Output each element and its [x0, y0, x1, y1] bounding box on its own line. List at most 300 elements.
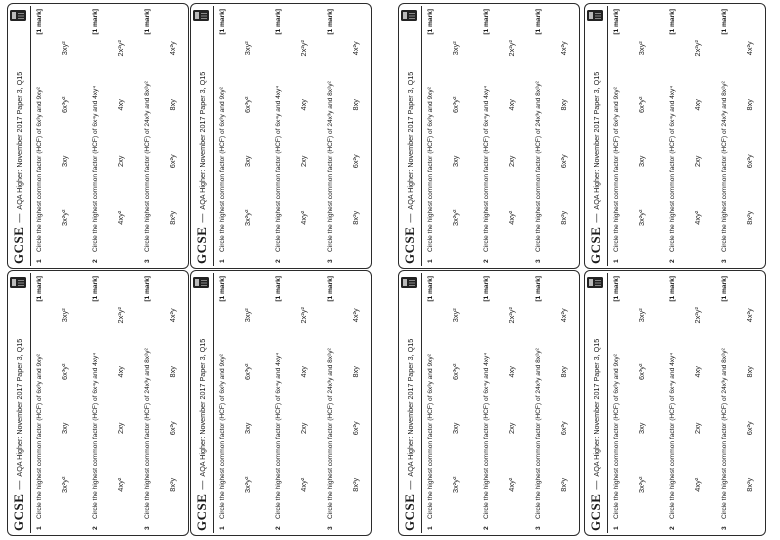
- calculator-icon: [193, 10, 209, 21]
- question-text: Circle the highest common factor (HCF) of 24x³y and 8x²y²: [535, 348, 542, 519]
- question-3: [535, 4, 573, 268]
- answer-option[interactable]: 3x²y²: [451, 209, 460, 226]
- answer-option[interactable]: 4x²y: [351, 308, 360, 323]
- question-number: 1: [427, 259, 434, 263]
- answer-option[interactable]: 2xy: [507, 155, 516, 168]
- calculator-icon: [10, 277, 26, 288]
- question-line: [219, 271, 231, 535]
- answer-option[interactable]: 3x²y²: [637, 476, 646, 493]
- card-header: [191, 4, 213, 268]
- answer-option[interactable]: 3xy²: [60, 41, 69, 56]
- question-mark: [1 mark]: [219, 276, 226, 302]
- answer-option[interactable]: 6x³y²: [451, 363, 460, 380]
- answer-option[interactable]: 3xy: [637, 155, 646, 168]
- question-card: [190, 3, 372, 269]
- answer-option[interactable]: 8x²y: [559, 210, 568, 225]
- card-header: [8, 271, 30, 535]
- question-mark: [1 mark]: [275, 276, 282, 302]
- gcse-logo: GCSE: [402, 226, 417, 264]
- question-text: Circle the highest common factor (HCF) of 6x³y and 9xy²: [427, 87, 434, 252]
- question-number: 3: [721, 259, 728, 263]
- header-divider: [213, 273, 214, 533]
- answer-option[interactable]: 3xy²: [451, 41, 460, 56]
- answer-option[interactable]: 4x²y: [559, 308, 568, 323]
- card-header: [8, 4, 30, 268]
- answer-option[interactable]: 3x²y²: [451, 476, 460, 493]
- question-mark: [1 mark]: [535, 276, 542, 302]
- answer-options: [745, 271, 759, 535]
- exam-source: AQA Higher: November 2017 Paper 3, Q15: [197, 338, 207, 477]
- answer-option[interactable]: 8xy: [559, 366, 568, 378]
- calculator-icon: [587, 10, 603, 21]
- question-3: [327, 4, 365, 268]
- answer-option[interactable]: 4xy: [507, 99, 516, 111]
- question-card: [7, 270, 189, 536]
- question-number: 3: [144, 526, 151, 530]
- answer-option[interactable]: 2x²y²: [299, 40, 308, 57]
- answer-option[interactable]: 8x²y: [351, 477, 360, 492]
- answer-option[interactable]: 2xy: [299, 155, 308, 168]
- answer-option[interactable]: 6x³y²: [243, 96, 252, 113]
- answer-option[interactable]: 3xy²: [637, 308, 646, 323]
- question-text: Circle the highest common factor (HCF) of 24x³y and 8x²y²: [327, 81, 334, 252]
- header-dash: —: [591, 213, 601, 223]
- answer-option[interactable]: 8xy: [351, 99, 360, 111]
- header-divider: [30, 6, 31, 266]
- answer-options: [116, 271, 130, 535]
- question-number: 1: [613, 259, 620, 263]
- answer-option[interactable]: 8x²y: [745, 477, 754, 492]
- question-card: [398, 270, 580, 536]
- question-mark: [1 mark]: [144, 276, 151, 302]
- question-3: [535, 271, 573, 535]
- answer-option[interactable]: 3xy: [243, 422, 252, 435]
- answer-option[interactable]: 4xy²: [299, 477, 308, 492]
- answer-option[interactable]: 3x²y²: [60, 209, 69, 226]
- answer-option[interactable]: 6x²y: [168, 421, 177, 436]
- header-divider: [213, 6, 214, 266]
- answer-option[interactable]: 4x²y: [168, 41, 177, 56]
- question-number: 1: [219, 259, 226, 263]
- question-card: [190, 270, 372, 536]
- answer-option[interactable]: 3xy: [451, 155, 460, 168]
- answer-option[interactable]: 8xy: [168, 366, 177, 378]
- question-line: [144, 4, 156, 268]
- answer-option[interactable]: 4x²y: [168, 308, 177, 323]
- question-2: [92, 4, 130, 268]
- answer-option[interactable]: 6x³y²: [451, 96, 460, 113]
- question-number: 1: [36, 526, 43, 530]
- question-3: [327, 271, 365, 535]
- question-2: [275, 271, 313, 535]
- answer-option[interactable]: 2x²y²: [507, 40, 516, 57]
- answer-options: [637, 271, 651, 535]
- exam-source: AQA Higher: November 2017 Paper 3, Q15: [591, 338, 601, 477]
- exam-source: AQA Higher: November 2017 Paper 3, Q15: [14, 338, 24, 477]
- question-number: 2: [483, 259, 490, 263]
- question-1: [427, 271, 465, 535]
- answer-option[interactable]: 4xy²: [116, 210, 125, 225]
- answer-option[interactable]: 4xy: [299, 99, 308, 111]
- card-content: [191, 4, 371, 268]
- question-number: 3: [721, 526, 728, 530]
- question-card: [584, 270, 766, 536]
- header-divider: [421, 6, 422, 266]
- question-line: [275, 271, 287, 535]
- question-mark: [1 mark]: [92, 9, 99, 35]
- question-text: Circle the highest common factor (HCF) of 6x³y and 9xy²: [36, 354, 43, 519]
- answer-options: [745, 4, 759, 268]
- question-text: Circle the highest common factor (HCF) of 24x³y and 8x²y²: [535, 81, 542, 252]
- answer-option[interactable]: 2x²y²: [116, 307, 125, 324]
- answer-option[interactable]: 4xy: [693, 99, 702, 111]
- answer-options: [559, 271, 573, 535]
- question-text: Circle the highest common factor (HCF) of 6x⁴y and 4xy⁴: [275, 85, 282, 252]
- answer-options: [559, 4, 573, 268]
- question-mark: [1 mark]: [721, 276, 728, 302]
- question-line: [535, 4, 547, 268]
- card-content: [8, 4, 188, 268]
- question-3: [721, 4, 759, 268]
- answer-options: [243, 271, 257, 535]
- answer-option[interactable]: 8x²y: [168, 210, 177, 225]
- question-line: [669, 4, 681, 268]
- answer-option[interactable]: 6x²y: [559, 154, 568, 169]
- question-2: [669, 4, 707, 268]
- question-2: [669, 271, 707, 535]
- question-text: Circle the highest common factor (HCF) of 6x³y and 9xy²: [613, 87, 620, 252]
- calculator-icon: [587, 277, 603, 288]
- card-content: [585, 4, 765, 268]
- answer-option[interactable]: 2xy: [116, 422, 125, 435]
- question-number: 1: [427, 526, 434, 530]
- answer-option[interactable]: 2xy: [693, 422, 702, 435]
- header-dash: —: [405, 480, 415, 490]
- answer-option[interactable]: 4xy: [299, 366, 308, 378]
- question-text: Circle the highest common factor (HCF) of 6x⁴y and 4xy⁴: [669, 352, 676, 519]
- answer-option[interactable]: 2x²y²: [693, 307, 702, 324]
- calculator-icon: [193, 277, 209, 288]
- question-line: [613, 4, 625, 268]
- question-number: 3: [327, 526, 334, 530]
- answer-options: [637, 4, 651, 268]
- question-number: 2: [669, 259, 676, 263]
- answer-option[interactable]: 2xy: [116, 155, 125, 168]
- question-number: 2: [275, 259, 282, 263]
- answer-option[interactable]: 3xy: [637, 422, 646, 435]
- answer-options: [299, 4, 313, 268]
- answer-options: [60, 4, 74, 268]
- gcse-logo: GCSE: [11, 226, 26, 264]
- answer-option[interactable]: 8xy: [168, 99, 177, 111]
- question-line: [535, 271, 547, 535]
- question-text: Circle the highest common factor (HCF) of 6x⁴y and 4xy⁴: [669, 85, 676, 252]
- answer-options: [60, 271, 74, 535]
- gcse-logo: GCSE: [588, 226, 603, 264]
- answer-options: [243, 4, 257, 268]
- header-dash: —: [197, 213, 207, 223]
- answer-options: [168, 4, 182, 268]
- header-dash: —: [405, 213, 415, 223]
- question-mark: [1 mark]: [483, 276, 490, 302]
- question-line: [669, 271, 681, 535]
- question-number: 2: [275, 526, 282, 530]
- answer-option[interactable]: 4x²y: [745, 308, 754, 323]
- question-text: Circle the highest common factor (HCF) of 6x³y and 9xy²: [36, 87, 43, 252]
- question-text: Circle the highest common factor (HCF) of 24x³y and 8x²y²: [721, 348, 728, 519]
- question-1: [219, 4, 257, 268]
- question-text: Circle the highest common factor (HCF) of 6x⁴y and 4xy⁴: [483, 352, 490, 519]
- answer-option[interactable]: 6x²y: [351, 154, 360, 169]
- answer-option[interactable]: 4xy²: [507, 477, 516, 492]
- answer-options: [351, 271, 365, 535]
- question-1: [613, 4, 651, 268]
- question-line: [483, 4, 495, 268]
- card-content: [8, 271, 188, 535]
- question-2: [483, 4, 521, 268]
- calculator-icon: [401, 10, 417, 21]
- answer-option[interactable]: 3x²y²: [60, 476, 69, 493]
- answer-option[interactable]: 3x²y²: [637, 209, 646, 226]
- answer-option[interactable]: 8x²y: [745, 210, 754, 225]
- answer-option[interactable]: 3x²y²: [243, 209, 252, 226]
- answer-option[interactable]: 8x²y: [351, 210, 360, 225]
- question-line: [483, 271, 495, 535]
- answer-option[interactable]: 3xy: [60, 422, 69, 435]
- answer-option[interactable]: 6x²y: [351, 421, 360, 436]
- answer-option[interactable]: 6x³y²: [60, 96, 69, 113]
- answer-option[interactable]: 6x³y²: [637, 96, 646, 113]
- answer-option[interactable]: 4xy²: [507, 210, 516, 225]
- worksheet-page-right: [390, 0, 780, 540]
- question-2: [275, 4, 313, 268]
- question-number: 1: [219, 526, 226, 530]
- answer-option[interactable]: 3xy: [243, 155, 252, 168]
- answer-options: [507, 4, 521, 268]
- header-divider: [607, 6, 608, 266]
- answer-option[interactable]: 4x²y: [745, 41, 754, 56]
- question-line: [144, 271, 156, 535]
- question-card: [7, 3, 189, 269]
- question-mark: [1 mark]: [36, 276, 43, 302]
- question-1: [427, 4, 465, 268]
- answer-options: [351, 4, 365, 268]
- question-line: [721, 271, 733, 535]
- question-text: Circle the highest common factor (HCF) of 6x⁴y and 4xy⁴: [92, 85, 99, 252]
- answer-option[interactable]: 4xy: [116, 366, 125, 378]
- question-number: 1: [613, 526, 620, 530]
- question-number: 3: [144, 259, 151, 263]
- exam-source: AQA Higher: November 2017 Paper 3, Q15: [405, 338, 415, 477]
- answer-option[interactable]: 8x²y: [559, 477, 568, 492]
- answer-option[interactable]: 2xy: [299, 422, 308, 435]
- answer-option[interactable]: 3xy: [60, 155, 69, 168]
- question-text: Circle the highest common factor (HCF) of 6x⁴y and 4xy⁴: [483, 85, 490, 252]
- question-line: [219, 4, 231, 268]
- question-mark: [1 mark]: [327, 9, 334, 35]
- question-1: [36, 4, 74, 268]
- answer-option[interactable]: 2xy: [507, 422, 516, 435]
- card-content: [191, 271, 371, 535]
- question-mark: [1 mark]: [483, 9, 490, 35]
- question-mark: [1 mark]: [613, 9, 620, 35]
- answer-options: [451, 271, 465, 535]
- question-mark: [1 mark]: [327, 276, 334, 302]
- exam-source: AQA Higher: November 2017 Paper 3, Q15: [197, 71, 207, 210]
- answer-option[interactable]: 6x²y: [168, 154, 177, 169]
- question-2: [483, 271, 521, 535]
- answer-option[interactable]: 4xy: [507, 366, 516, 378]
- question-number: 2: [92, 526, 99, 530]
- answer-option[interactable]: 6x²y: [559, 421, 568, 436]
- answer-option[interactable]: 2x²y²: [507, 307, 516, 324]
- gcse-logo: GCSE: [194, 493, 209, 531]
- question-text: Circle the highest common factor (HCF) of 6x⁴y and 4xy⁴: [275, 352, 282, 519]
- exam-source: AQA Higher: November 2017 Paper 3, Q15: [405, 71, 415, 210]
- answer-option[interactable]: 3xy²: [243, 308, 252, 323]
- answer-option[interactable]: 8xy: [351, 366, 360, 378]
- exam-source: AQA Higher: November 2017 Paper 3, Q15: [591, 71, 601, 210]
- answer-option[interactable]: 2x²y²: [693, 40, 702, 57]
- question-card: [398, 3, 580, 269]
- gcse-logo: GCSE: [588, 493, 603, 531]
- card-header: [399, 4, 421, 268]
- question-line: [275, 4, 287, 268]
- answer-option[interactable]: 4xy: [116, 99, 125, 111]
- question-2: [92, 271, 130, 535]
- answer-option[interactable]: 4xy: [693, 366, 702, 378]
- answer-option[interactable]: 2x²y²: [116, 40, 125, 57]
- question-text: Circle the highest common factor (HCF) of 24x³y and 8x²y²: [721, 81, 728, 252]
- answer-option[interactable]: 3xy²: [451, 308, 460, 323]
- question-number: 3: [535, 526, 542, 530]
- question-1: [219, 271, 257, 535]
- answer-option[interactable]: 6x³y²: [60, 363, 69, 380]
- card-header: [191, 271, 213, 535]
- gcse-logo: GCSE: [194, 226, 209, 264]
- question-mark: [1 mark]: [669, 276, 676, 302]
- answer-option[interactable]: 4xy²: [299, 210, 308, 225]
- question-line: [427, 4, 439, 268]
- question-1: [36, 271, 74, 535]
- answer-option[interactable]: 2xy: [693, 155, 702, 168]
- answer-option[interactable]: 8xy: [745, 99, 754, 111]
- calculator-icon: [10, 10, 26, 21]
- question-line: [427, 271, 439, 535]
- answer-option[interactable]: 3xy: [451, 422, 460, 435]
- question-text: Circle the highest common factor (HCF) of 6x³y and 9xy²: [613, 354, 620, 519]
- header-dash: —: [14, 480, 24, 490]
- question-mark: [1 mark]: [36, 9, 43, 35]
- question-line: [327, 271, 339, 535]
- answer-option[interactable]: 3xy²: [243, 41, 252, 56]
- question-number: 3: [327, 259, 334, 263]
- question-number: 3: [535, 259, 542, 263]
- question-text: Circle the highest common factor (HCF) of 24x³y and 8x²y²: [144, 81, 151, 252]
- answer-options: [693, 4, 707, 268]
- gcse-logo: GCSE: [402, 493, 417, 531]
- answer-options: [299, 271, 313, 535]
- card-header: [399, 271, 421, 535]
- answer-options: [693, 271, 707, 535]
- question-mark: [1 mark]: [427, 276, 434, 302]
- question-number: 2: [669, 526, 676, 530]
- question-number: 1: [36, 259, 43, 263]
- answer-options: [507, 271, 521, 535]
- question-line: [721, 4, 733, 268]
- question-mark: [1 mark]: [669, 9, 676, 35]
- gcse-logo: GCSE: [11, 493, 26, 531]
- answer-options: [451, 4, 465, 268]
- card-header: [585, 271, 607, 535]
- header-dash: —: [591, 480, 601, 490]
- question-3: [721, 271, 759, 535]
- answer-option[interactable]: 4xy²: [116, 477, 125, 492]
- question-line: [36, 4, 48, 268]
- question-text: Circle the highest common factor (HCF) of 6x⁴y and 4xy⁴: [92, 352, 99, 519]
- card-content: [399, 4, 579, 268]
- card-header: [585, 4, 607, 268]
- answer-option[interactable]: 8xy: [745, 366, 754, 378]
- card-content: [585, 271, 765, 535]
- answer-option[interactable]: 4x²y: [559, 41, 568, 56]
- question-line: [613, 271, 625, 535]
- header-dash: —: [14, 213, 24, 223]
- question-mark: [1 mark]: [275, 9, 282, 35]
- question-mark: [1 mark]: [535, 9, 542, 35]
- question-text: Circle the highest common factor (HCF) of 6x³y and 9xy²: [219, 354, 226, 519]
- question-text: Circle the highest common factor (HCF) of 24x³y and 8x²y²: [144, 348, 151, 519]
- answer-option[interactable]: 3xy²: [637, 41, 646, 56]
- answer-option[interactable]: 8x²y: [168, 477, 177, 492]
- question-line: [92, 271, 104, 535]
- answer-option[interactable]: 4xy²: [693, 210, 702, 225]
- question-number: 2: [92, 259, 99, 263]
- question-mark: [1 mark]: [427, 9, 434, 35]
- answer-option[interactable]: 4xy²: [693, 477, 702, 492]
- question-mark: [1 mark]: [144, 9, 151, 35]
- question-number: 2: [483, 526, 490, 530]
- answer-options: [168, 271, 182, 535]
- answer-option[interactable]: 6x²y: [745, 421, 754, 436]
- answer-options: [116, 4, 130, 268]
- question-text: Circle the highest common factor (HCF) of 24x³y and 8x²y²: [327, 348, 334, 519]
- question-text: Circle the highest common factor (HCF) of 6x³y and 9xy²: [219, 87, 226, 252]
- header-divider: [607, 273, 608, 533]
- answer-option[interactable]: 8xy: [559, 99, 568, 111]
- answer-option[interactable]: 3x²y²: [243, 476, 252, 493]
- answer-option[interactable]: 2x²y²: [299, 307, 308, 324]
- header-dash: —: [197, 480, 207, 490]
- question-3: [144, 4, 182, 268]
- question-mark: [1 mark]: [613, 276, 620, 302]
- answer-option[interactable]: 6x²y: [745, 154, 754, 169]
- answer-option[interactable]: 3xy²: [60, 308, 69, 323]
- question-1: [613, 271, 651, 535]
- answer-option[interactable]: 4x²y: [351, 41, 360, 56]
- question-line: [92, 4, 104, 268]
- question-3: [144, 271, 182, 535]
- question-card: [584, 3, 766, 269]
- answer-option[interactable]: 6x³y²: [243, 363, 252, 380]
- calculator-icon: [401, 277, 417, 288]
- header-divider: [421, 273, 422, 533]
- exam-source: AQA Higher: November 2017 Paper 3, Q15: [14, 71, 24, 210]
- question-mark: [1 mark]: [721, 9, 728, 35]
- question-mark: [1 mark]: [219, 9, 226, 35]
- answer-option[interactable]: 6x³y²: [637, 363, 646, 380]
- header-divider: [30, 273, 31, 533]
